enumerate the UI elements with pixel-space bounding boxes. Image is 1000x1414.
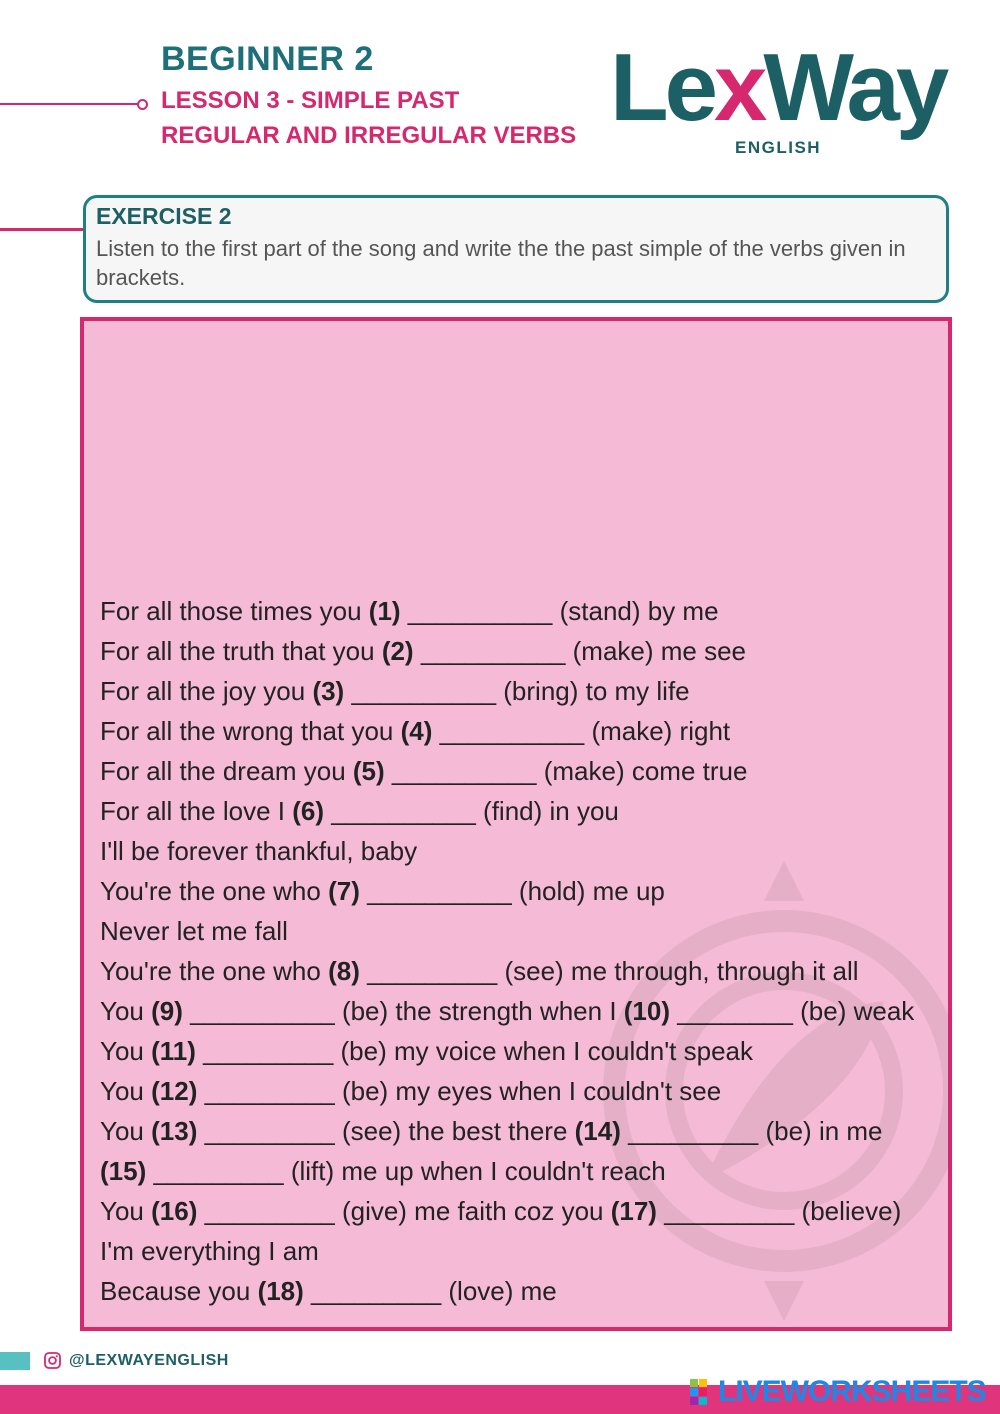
course-level: BEGINNER 2 [161, 40, 374, 78]
logo-subtitle: ENGLISH [735, 138, 822, 157]
exercise-divider-line [0, 228, 86, 231]
lexway-logo [610, 34, 960, 158]
liveworksheets-brand: LIVEWORKSHEETS [718, 1375, 986, 1408]
lyric-line: (15) _________ (lift) me up when I couldn't reach [100, 1156, 666, 1186]
footer-accent [0, 1352, 30, 1370]
exercise-instructions: Listen to the first part of the song and write the the past simple of the verbs given in brackets. [96, 236, 906, 290]
header-divider-dot [137, 99, 148, 110]
lyric-line: You (9) __________ (be) the strength when I (10) ________ (be) weak [100, 996, 915, 1026]
lyric-line: Never let me fall [100, 916, 288, 946]
lyric-line: I'll be forever thankful, baby [100, 836, 418, 866]
exercise-title: EXERCISE 2 [96, 203, 232, 229]
lyric-line: For all the dream you (5) __________ (make) come true [100, 756, 748, 786]
song-lyrics-panel [80, 317, 952, 1331]
instagram-icon [44, 1352, 61, 1369]
lyric-line: For all the joy you (3) __________ (bring) to my life [100, 676, 690, 706]
lesson-title: LESSON 3 - SIMPLE PAST [161, 87, 460, 114]
exercise-box [83, 195, 949, 303]
header-divider-line [0, 103, 140, 105]
logo-wordmark: LexWay [610, 34, 946, 141]
lyrics-list [100, 591, 914, 1311]
lesson-topic: REGULAR AND IRREGULAR VERBS [161, 122, 577, 149]
lyric-line: I'm everything I am [100, 1236, 319, 1266]
lyric-line: You (13) _________ (see) the best there (14) _________ (be) in me [100, 1116, 883, 1146]
lyric-line: For all those times you (1) __________ (stand) by me [100, 596, 719, 626]
lyric-line: For all the truth that you (2) __________ (make) me see [100, 636, 747, 666]
social-handle[interactable]: @LEXWAYENGLISH [69, 1352, 229, 1369]
lyric-line: Because you (18) _________ (love) me [100, 1276, 557, 1306]
lyric-line: You're the one who (7) __________ (hold) me up [100, 876, 665, 906]
lyric-line: You (12) _________ (be) my eyes when I couldn't see [100, 1076, 722, 1106]
lyric-line: You're the one who (8) _________ (see) me through, through it all [100, 956, 859, 986]
liveworksheets-blocks-icon [690, 1379, 716, 1405]
lyric-line: For all the love I (6) __________ (find) in you [100, 796, 619, 826]
lyric-line: You (11) _________ (be) my voice when I couldn't speak [100, 1036, 754, 1066]
lyric-line: You (16) _________ (give) me faith coz you (17) _________ (believe) [100, 1196, 902, 1226]
lyric-line: For all the wrong that you (4) __________ (make) right [100, 716, 731, 746]
